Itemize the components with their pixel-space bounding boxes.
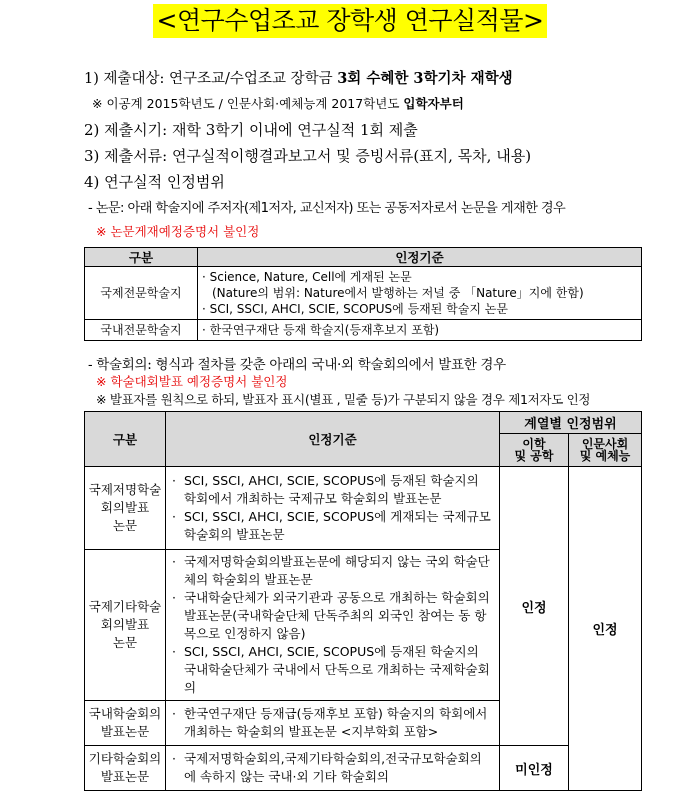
table-row (85, 467, 642, 550)
conference-criteria (166, 746, 500, 791)
conference-criteria (166, 467, 500, 550)
criteria-bullet: · 국내학술단체가 외국기관과 공동으로 개최하는 학술회의 발표논문(국내학술단체 단독주최의 외국인 참여는 동 항목으로 인정하지 않음) (172, 589, 493, 643)
journal-criteria (198, 267, 642, 320)
criteria-text: 국내학술단체가 외국기관과 공동으로 개최하는 학술회의 발표논문(국내학술단체 단독주최의 외국인 참여는 동 항목으로 인정하지 않음) (184, 590, 490, 641)
criteria-line: (Nature의 범위: Nature에서 발행하는 저널 중 「Nature」지에 한함) (212, 286, 584, 300)
paper-line: - 논문: 아래 학술지에 주저자(제1저자, 교신저자) 또는 공동저자로서 논문을 게재한 경우 (88, 201, 566, 216)
conference-category: 국내학술회의 발표논문 (85, 701, 166, 746)
criteria-bullet: · 국제저명학술회의발표논문에 해당되지 않는 국외 학술단체의 학술회의 발표논문 (172, 553, 493, 589)
conference-category: 기타학술회의 발표논문 (85, 746, 166, 791)
conference-table (84, 411, 642, 791)
table-row (85, 320, 642, 341)
conference-line: - 학술회의: 형식과 절차를 갖춘 아래의 국내·외 학술회의에서 발표한 경우 (88, 357, 506, 373)
criteria-text: SCI, SSCI, AHCI, SCIE, SCOPUS에 등재된 학술지의 국내학술단체가 국내에서 단독으로 개최하는 국제학술회의 (184, 644, 490, 695)
item-3: 3) 제출서류: 연구실적이행결과보고서 및 증빙서류(표지, 목차, 내용) (84, 147, 532, 165)
criteria-bullet: · SCI, SSCI, AHCI, SCIE, SCOPUS에 게재되는 국제규모 학술회의 발표논문 (172, 508, 493, 544)
paper-warning: ※ 논문게재예정증명서 불인정 (96, 224, 260, 239)
journal-header-category: 구분 (85, 248, 198, 267)
criteria-text: 국제저명학술회의발표논문에 해당되지 않는 국외 학술단체의 학술회의 발표논문 (184, 554, 490, 587)
conference-warning: ※ 학술대회발표 예정증명서 불인정 (96, 374, 288, 389)
criteria-bullet: · 한국연구재단 등재급(등재후보 포함) 학술지의 학회에서 개최하는 학술회의 발표논문 <지부학회 포함> (172, 705, 493, 741)
criteria-line: · 한국연구재단 등재 학술지(등재후보지 포함) (202, 323, 440, 337)
conference-criteria (166, 701, 500, 746)
conference-header-scope: 계열별 인정범위 (500, 412, 642, 434)
conference-header-category: 구분 (85, 412, 166, 467)
item-1-text: 1) 제출대상: 연구조교/수업조교 장학금 (84, 71, 338, 87)
journal-category: 국내전문학술지 (85, 320, 198, 341)
item-1 (84, 67, 513, 88)
conference-criteria (166, 550, 500, 701)
item-1-note-text: ※ 이공계 2015학년도 / 인문사회·예체능계 2017학년도 (92, 96, 404, 111)
item-4: 4) 연구실적 인정범위 (84, 173, 225, 191)
journal-header-criteria: 인정기준 (198, 248, 642, 267)
criteria-bullet: · SCI, SSCI, AHCI, SCIE, SCOPUS에 등재된 학술지의 학회에서 개최하는 국제규모 학술회의 발표논문 (172, 472, 493, 508)
title-wrap (0, 4, 700, 38)
conference-header-criteria: 인정기준 (166, 412, 500, 467)
criteria-text: SCI, SSCI, AHCI, SCIE, SCOPUS에 등재된 학술지의 학회에서 개최하는 국제규모 학술회의 발표논문 (184, 473, 479, 506)
criteria-bullet: · SCI, SSCI, AHCI, SCIE, SCOPUS에 등재된 학술지의 국내학술단체가 국내에서 단독으로 개최하는 국제학술회의 (172, 643, 493, 697)
header-science-engineering: 이학 및 공학 (500, 434, 569, 467)
result-humanities: 인정 (569, 467, 642, 791)
criteria-bullet: · 국제저명학술회의,국제기타학술회의,전국규모학술회의에 속하지 않는 국내·외 기타 학술회의 (172, 750, 493, 786)
criteria-text: 국제저명학술회의,국제기타학술회의,전국규모학술회의에 속하지 않는 국내·외 기타 학술회의 (184, 751, 482, 784)
criteria-line: · Science, Nature, Cell에 게재된 논문 (202, 270, 412, 284)
result-science-not-recognized: 미인정 (500, 746, 569, 791)
table-row (85, 746, 642, 791)
journal-category: 국제전문학술지 (85, 267, 198, 320)
result-science-recognized: 인정 (500, 467, 569, 746)
journal-table (84, 247, 642, 341)
criteria-text: 한국연구재단 등재급(등재후보 포함) 학술지의 학회에서 개최하는 학술회의 발표논문 <지부학회 포함> (184, 706, 488, 739)
conference-category: 국제기타학술 회의발표 논문 (85, 550, 166, 701)
item-1-note (92, 94, 464, 112)
item-1-bold: 3회 수혜한 3학기차 재학생 (337, 70, 513, 87)
journal-criteria (198, 320, 642, 341)
item-1-note-bold: 입학자부터 (403, 96, 464, 111)
conference-note: ※ 발표자를 원칙으로 하되, 발표자 표시(별표 , 밑줄 등)가 구분되지 않을 경우 제1저자도 인정 (96, 392, 591, 407)
header-humanities-arts: 인문사회 및 예체능 (569, 434, 642, 467)
criteria-line: · SCI, SSCI, AHCI, SCIE, SCOPUS에 등재된 학술지 논문 (202, 302, 508, 316)
conference-category: 국제저명학술 회의발표 논문 (85, 467, 166, 550)
document-title: <연구수업조교 장학생 연구실적물> (153, 4, 548, 38)
item-2: 2) 제출시기: 재학 3학기 이내에 연구실적 1회 제출 (84, 121, 418, 139)
table-row (85, 267, 642, 320)
conference-header-row (85, 412, 642, 434)
criteria-text: SCI, SSCI, AHCI, SCIE, SCOPUS에 게재되는 국제규모 학술회의 발표논문 (184, 509, 491, 542)
journal-table-header (85, 248, 642, 267)
